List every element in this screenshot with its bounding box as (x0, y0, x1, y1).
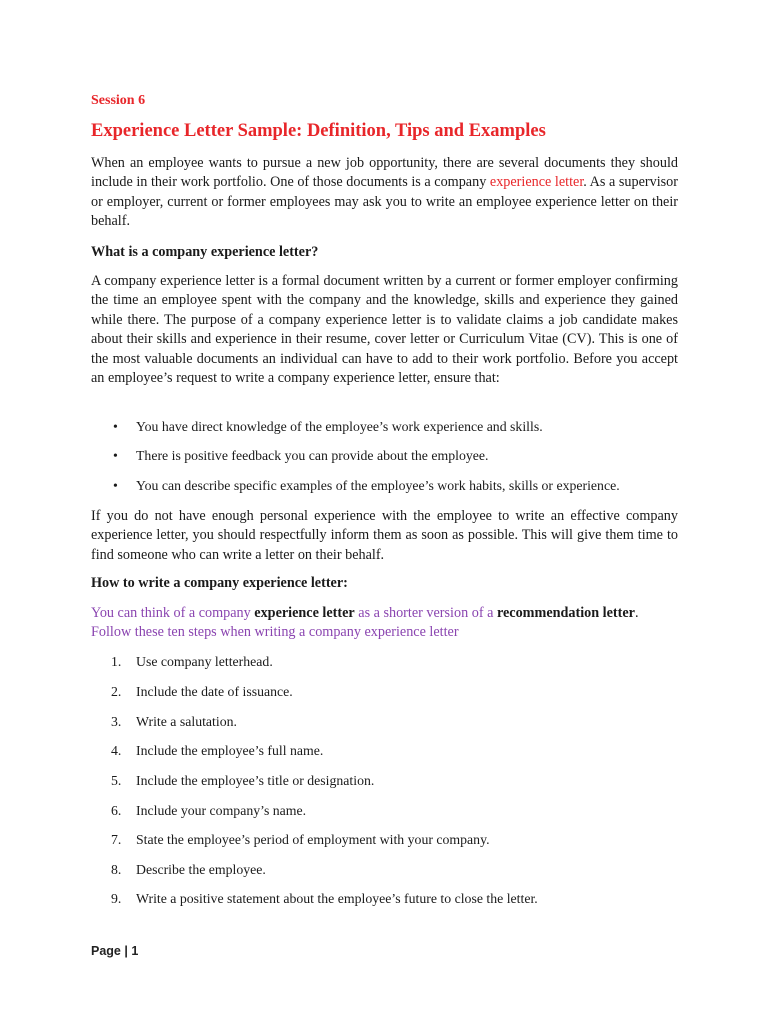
bullet-icon: • (113, 448, 118, 463)
steps-intro-period: . (634, 605, 639, 621)
steps-intro-paragraph (91, 604, 678, 643)
step-text: Include your company’s name. (136, 803, 307, 818)
step-number: 4. (111, 743, 122, 758)
step-number: 5. (111, 773, 122, 788)
list-item-text: You can describe specific examples of the employee’s work habits, skills or experience. (136, 478, 620, 493)
step-text: State the employee’s period of employment with your company. (136, 832, 490, 847)
intro-text-end: . As a supervisor or employer, current or former employees may ask you to write an employee experience letter on their behalf. (91, 174, 678, 230)
page-title: Experience Letter Sample: Definition, Tips and Examples (91, 121, 546, 141)
experience-letter-term: experience letter (254, 605, 355, 621)
page-number-footer: Page | 1 (91, 944, 139, 958)
definition-paragraph: A company experience letter is a formal document written by a current or former employer confirming the time an employee spent with the company and the knowledge, skills and experience they gained while there. The purpose of a company experience letter is to validate claims a job candidate makes about their skills and experience in their resume, cover letter or Curriculum Vitae (CV). This is one of the most valuable documents an individual can have to add to their work portfolio. Before you accept an employee’s request to write a company experience letter, ensure that: (91, 273, 678, 387)
advice-paragraph: If you do not have enough personal experience with the employee to write an effective company experience letter, you should respectfully inform them as soon as possible. This will give them time to find someone who can write a letter on their behalf. (91, 508, 678, 563)
section-heading-what-is: What is a company experience letter? (91, 244, 319, 260)
session-label: Session 6 (91, 93, 146, 108)
section-heading-how-to: How to write a company experience letter: (91, 575, 348, 591)
bullet-icon: • (113, 478, 118, 493)
recommendation-letter-term: recommendation letter (496, 605, 635, 621)
step-text: Write a positive statement about the employee’s future to close the letter. (136, 891, 538, 906)
step-text: Use company letterhead. (136, 654, 273, 669)
step-number: 6. (111, 803, 122, 818)
list-item-text: There is positive feedback you can provide about the employee. (136, 448, 489, 463)
experience-letter-link[interactable]: experience letter (489, 174, 584, 191)
step-text: Write a salutation. (136, 714, 237, 729)
intro-text-start: When an employee wants to pursue a new job opportunity, there are several documents they should include in their work portfolio. One of those documents is a company (91, 155, 678, 191)
step-number: 8. (111, 862, 122, 877)
intro-paragraph (91, 154, 678, 232)
bullet-icon: • (113, 419, 118, 434)
step-text: Include the date of issuance. (136, 684, 293, 699)
list-item-text: You have direct knowledge of the employee’s work experience and skills. (136, 419, 543, 434)
steps-intro-line-2: Follow these ten steps when writing a company experience letter (91, 624, 459, 641)
step-text: Include the employee’s full name. (136, 743, 324, 758)
step-number: 1. (111, 654, 122, 669)
steps-intro-text-1: You can think of a company (91, 605, 255, 621)
step-text: Describe the employee. (136, 862, 266, 877)
step-number: 7. (111, 832, 122, 847)
steps-intro-text-2: as a shorter version of a (354, 605, 497, 621)
step-number: 3. (111, 714, 122, 729)
step-number: 2. (111, 684, 122, 699)
step-text: Include the employee’s title or designation. (136, 773, 375, 788)
step-number: 9. (111, 891, 122, 906)
